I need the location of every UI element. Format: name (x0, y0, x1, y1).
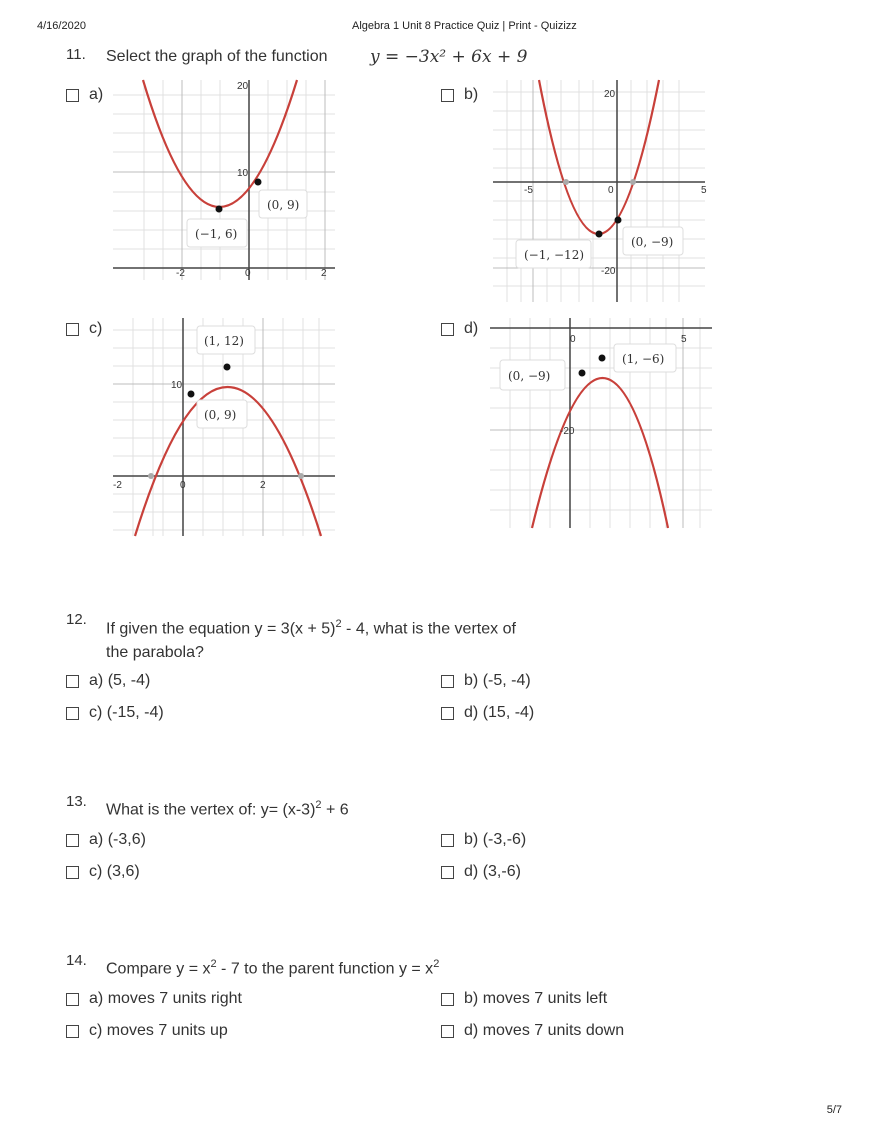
point-label: (0, 9) (267, 198, 300, 212)
option-d[interactable] (441, 320, 478, 338)
checkbox[interactable] (441, 707, 454, 720)
checkbox[interactable] (66, 675, 79, 688)
point-y-intercept (188, 391, 195, 398)
checkbox[interactable] (441, 1025, 454, 1038)
point-y-intercept (579, 370, 586, 377)
page-number: 5/7 (826, 1104, 842, 1116)
option-letter: b) (464, 86, 479, 103)
checkbox[interactable] (441, 866, 454, 879)
tick-label: 0 (180, 480, 186, 491)
point-label: (0, −9) (631, 235, 674, 249)
point-label: (−1, −12) (524, 248, 585, 262)
tick-label: 20 (237, 81, 249, 92)
checkbox[interactable] (66, 323, 79, 336)
question-text: What is the vertex of: $y= (x-3)^2 + 6$ (106, 799, 349, 819)
checkbox[interactable] (66, 89, 79, 102)
checkbox[interactable] (66, 707, 79, 720)
option-a[interactable]: a) (-3,6) (66, 831, 146, 849)
point-vertex (224, 364, 231, 371)
question-text: Select the graph of the function (106, 48, 328, 65)
checkbox[interactable] (66, 834, 79, 847)
question-number: 14. (66, 952, 87, 969)
option-c[interactable] (66, 320, 102, 338)
point-label: (1, 12) (204, 334, 244, 348)
option-d[interactable]: d) (15, -4) (441, 704, 534, 722)
tick-label: -20 (601, 266, 616, 277)
tick-label: 20 (604, 89, 616, 100)
option-c[interactable]: c) (-15, -4) (66, 704, 164, 722)
point-label: (1, −6) (622, 352, 665, 366)
option-b[interactable] (441, 86, 478, 104)
option-c[interactable]: c) moves 7 units up (66, 1022, 228, 1040)
option-a[interactable]: a) moves 7 units right (66, 990, 242, 1008)
tick-label: 5 (701, 185, 707, 196)
point-vertex (599, 355, 606, 362)
point-vertex (596, 231, 603, 238)
tick-label: -2 (113, 480, 122, 491)
tick-label: 2 (260, 480, 266, 491)
option-b[interactable]: b) (-3,-6) (441, 831, 526, 849)
question-number: 13. (66, 793, 87, 810)
tick-label: 0 (245, 268, 251, 279)
option-b[interactable]: b) (-5, -4) (441, 672, 531, 690)
checkbox[interactable] (66, 1025, 79, 1038)
option-letter: c) (89, 320, 103, 337)
grid (113, 80, 335, 280)
option-d[interactable]: d) (3,-6) (441, 863, 521, 881)
question-equation: y = −3x² + 6x + 9 (370, 47, 528, 67)
checkbox[interactable] (441, 993, 454, 1006)
tick-label: 0 (608, 185, 614, 196)
question-number: 12. (66, 611, 87, 628)
tick-label: -20 (560, 426, 575, 437)
option-letter: d) (464, 320, 479, 337)
graph-a (113, 80, 335, 280)
checkbox[interactable] (66, 866, 79, 879)
tick-label: 5 (681, 334, 687, 345)
question-text: Compare $y = x^2 - 7$ to the parent function $y = x^2$ (106, 958, 440, 978)
graph-b (493, 80, 705, 302)
checkbox[interactable] (66, 993, 79, 1006)
option-letter: a) (89, 86, 104, 103)
option-d[interactable]: d) moves 7 units down (441, 1022, 624, 1040)
point-label: (0, 9) (204, 408, 237, 422)
tick-label: -2 (176, 268, 185, 279)
tick-label: 10 (171, 380, 183, 391)
tick-label: 2 (321, 268, 327, 279)
page-title: Algebra 1 Unit 8 Practice Quiz | Print - Quizizz (352, 20, 577, 32)
checkbox[interactable] (441, 323, 454, 336)
question-text: If given the equation $y = 3(x + 5)^2 - 4$, what is the vertex of the parabola? (106, 618, 516, 662)
tick-label: 0 (570, 334, 576, 345)
checkbox[interactable] (441, 89, 454, 102)
question-number: 11. (66, 46, 86, 63)
point-y-intercept (255, 179, 262, 186)
point-label: (−1, 6) (195, 227, 238, 241)
point-label: (0, −9) (508, 369, 551, 383)
point-vertex (216, 206, 223, 213)
option-a[interactable]: a) (5, -4) (66, 672, 150, 690)
checkbox[interactable] (441, 675, 454, 688)
tick-label: 10 (237, 168, 249, 179)
option-b[interactable]: b) moves 7 units left (441, 990, 607, 1008)
graph-c (113, 318, 335, 536)
tick-label: -5 (524, 185, 533, 196)
option-c[interactable]: c) (3,6) (66, 863, 140, 881)
graph-d (490, 318, 712, 528)
checkbox[interactable] (441, 834, 454, 847)
print-date: 4/16/2020 (37, 20, 86, 32)
option-a[interactable] (66, 86, 103, 104)
point-y-intercept (615, 217, 622, 224)
